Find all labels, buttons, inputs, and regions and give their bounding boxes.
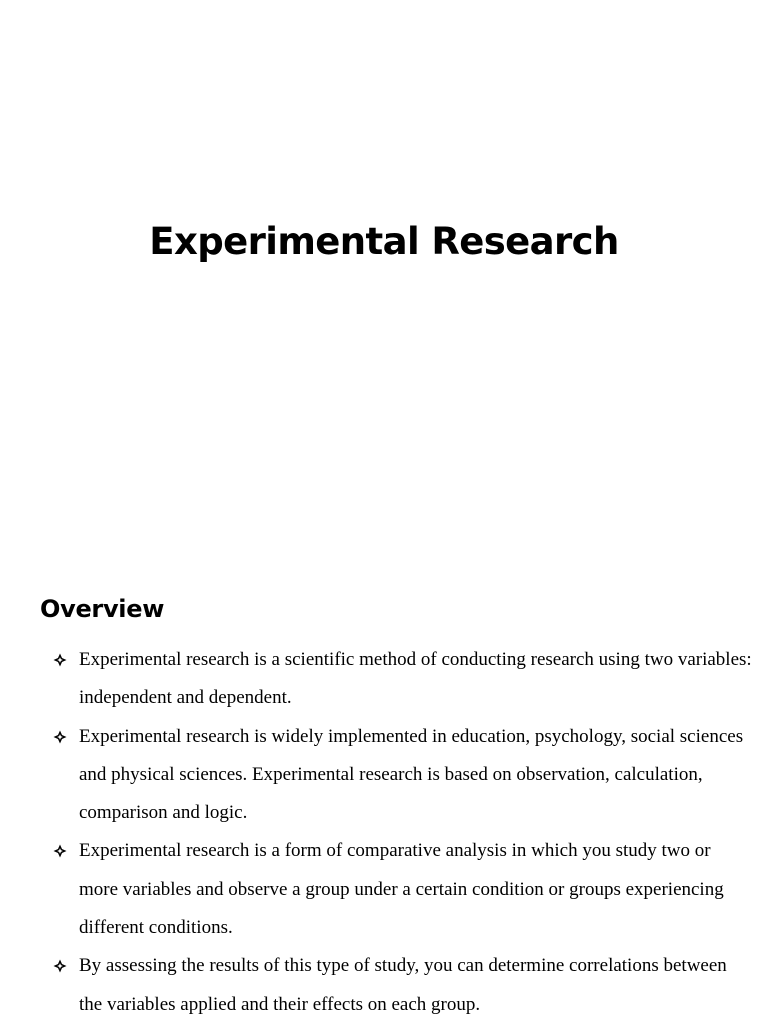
- page-title: Experimental Research: [149, 220, 619, 263]
- overview-heading: Overview: [40, 595, 165, 623]
- diamond-bullet-icon: [50, 718, 70, 756]
- list-item-text: Experimental research is a form of comparative analysis in which you study two or more variables and observe a group under a certain condition or groups experiencing different conditions.: [79, 840, 724, 939]
- list-item: [0, 718, 768, 833]
- list-item-text: By assessing the results of this type of study, you can determine correlations between the variables applied and their effects on each group.: [79, 955, 727, 1015]
- diamond-bullet-icon: [50, 832, 70, 870]
- list-item-text: Experimental research is a scientific method of conducting research using two variables: independent and dependent.: [79, 649, 752, 709]
- list-item: [0, 641, 768, 718]
- diamond-bullet-icon: [50, 947, 70, 985]
- list-item: [0, 832, 768, 947]
- list-item-text: Experimental research is widely implemented in education, psychology, social sciences and physical sciences. Experimental research is based on observation, calculation, comparison and logic.: [79, 725, 744, 824]
- diamond-bullet-icon: [50, 641, 70, 679]
- list-item: [0, 947, 768, 1024]
- overview-list: [0, 641, 768, 1024]
